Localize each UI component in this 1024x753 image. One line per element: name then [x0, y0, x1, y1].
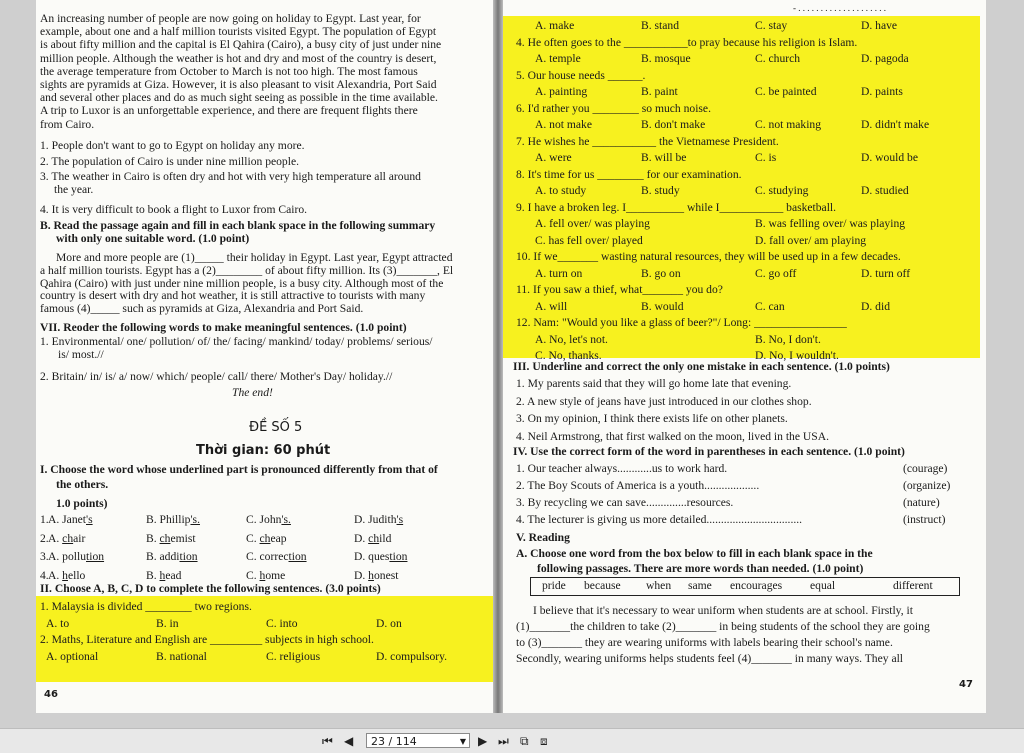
statement-line: 1. People don't want to go to Egypt on holiday any more. — [40, 139, 305, 152]
section-iv-heading: IV. Use the correct form of the word in parentheses in each sentence. (1.0 point) — [513, 445, 905, 458]
first-page-icon[interactable]: ⏮ — [322, 734, 333, 748]
mistake-line: 4. Neil Armstrong, that first walked on the moon, lived in the USA. — [516, 429, 829, 443]
reading-line: I believe that it's necessary to wear uniform when students are at school. Firstly, it — [533, 604, 913, 617]
option: B. paint — [641, 85, 678, 98]
option: D. didn't make — [861, 118, 930, 131]
option: A. turn on — [535, 266, 583, 280]
wordform-line: 3. By recycling we can save..............resources. — [516, 496, 734, 509]
option: B. mosque — [641, 52, 691, 65]
pron-part: h — [159, 568, 166, 582]
option: A. make — [535, 19, 575, 32]
pron-part: ch — [368, 531, 380, 545]
option: C. has fell over/ played — [535, 233, 643, 247]
section-iii-heading: III. Underline and correct the only one mistake in each sentence. (1.0 points) — [513, 360, 890, 373]
option: A. temple — [535, 52, 581, 65]
summary-line: Qahira (Cairo) with just under nine million people, is a busy city. Although most of the — [40, 276, 444, 290]
pron-option — [246, 532, 287, 545]
section-va-heading: A. Choose one word from the box below to fill in each blank space in the — [516, 547, 873, 560]
option: A. not make — [535, 118, 592, 131]
pron-option — [48, 532, 85, 545]
pron-part: B. Phillip — [146, 513, 191, 526]
pron-option — [146, 550, 198, 563]
exam-time: Thời gian: 60 phút — [196, 443, 331, 458]
pron-part: D. Judith — [354, 513, 397, 526]
page-selector[interactable] — [366, 733, 470, 748]
option: C. church — [755, 52, 801, 65]
section-b-heading: with only one suitable word. (1.0 point) — [56, 232, 250, 245]
last-page-icon[interactable]: ⏭ — [498, 734, 509, 748]
option: A. painting — [535, 85, 588, 98]
option: D. turn off — [861, 266, 911, 280]
option: D. fall over/ am playing — [755, 233, 867, 247]
next-page-icon[interactable]: ▶ — [478, 734, 488, 748]
word-box-item: because — [584, 579, 621, 592]
pron-part: 's. — [190, 513, 200, 526]
summary-line: a half million tourists. Egypt has a (2)________ of about fifty million. Its (3)_______, El — [40, 263, 454, 277]
pron-option — [354, 513, 403, 526]
option: C. can — [755, 299, 785, 313]
exam-title: ĐỀ SỐ 5 — [249, 420, 303, 435]
option: A. optional — [46, 650, 99, 663]
option: A. to — [46, 617, 70, 630]
word-box-item: pride — [542, 579, 566, 592]
reorder-line: is/ most.// — [58, 348, 104, 361]
option: C. religious — [266, 650, 321, 663]
summary-line: country is desert with dry and hot weather, it is still attractive to tourists with many — [40, 289, 426, 303]
option: D. studied — [861, 184, 909, 197]
option: B. go on — [641, 266, 681, 280]
pron-option — [354, 532, 391, 545]
question-line: 1. Malaysia is divided ________ two regions. — [40, 600, 252, 613]
option: D. have — [861, 19, 898, 32]
pron-part: ild — [379, 531, 392, 545]
pron-part: ch — [62, 531, 74, 545]
question-line: 6. I'd rather you ________ so much noise. — [516, 101, 711, 115]
section-i-heading: I. Choose the word whose underlined part is pronounced differently from that of — [40, 463, 438, 476]
option: A. were — [535, 151, 572, 164]
section-v-heading: V. Reading — [516, 531, 570, 544]
section-i-heading: 1.0 points) — [56, 497, 108, 510]
question-line: 12. Nam: "Would you like a glass of beer?"/ Long: ________________ — [516, 316, 847, 329]
passage-line: the average temperature from October to March is not too high. The most famous — [40, 64, 418, 78]
option: C. stay — [755, 19, 788, 32]
pron-part: onest — [373, 568, 399, 582]
question-line: 8. It's time for us ________ for our examination. — [516, 167, 742, 181]
section-va-heading: following passages. There are more words than needed. (1.0 point) — [537, 562, 864, 575]
option: D. would be — [861, 151, 918, 164]
option: B. in — [156, 617, 179, 630]
option: B. would — [641, 299, 684, 313]
question-line: 11. If you saw a thief, what_______ you do? — [516, 283, 723, 296]
word-box-item: when — [646, 579, 672, 592]
summary-line: famous (4)_____ such as pyramids at Giza, Alexandria and Port Said. — [40, 302, 364, 316]
wordform-line: 2. The Boy Scouts of America is a youth................... — [516, 479, 760, 492]
pron-part: B. — [146, 531, 160, 545]
pron-part: h — [259, 568, 266, 582]
pron-part: 's. — [281, 513, 291, 526]
option: B. study — [641, 184, 680, 197]
section-i-heading: the others. — [56, 478, 109, 491]
pron-part: ch — [159, 531, 171, 545]
pron-number: 2. — [40, 531, 49, 545]
mistake-line: 2. A new style of jeans have just introduced in our clothes shop. — [516, 394, 812, 408]
copy-view-icon[interactable]: ⧉ — [520, 734, 529, 748]
question-line: 4. He often goes to the ___________to pray because his religion is Islam. — [516, 35, 858, 49]
word-box-item: encourages — [730, 579, 783, 592]
pron-option — [246, 550, 307, 563]
pron-part: 's — [396, 513, 404, 526]
pron-part: ello — [67, 568, 86, 582]
prev-page-icon[interactable]: ◀ — [344, 734, 354, 748]
option: B. stand — [641, 19, 680, 32]
option: B. national — [156, 650, 207, 663]
pron-number: 3. — [40, 550, 49, 563]
option: A. to study — [535, 184, 587, 197]
pron-part: A. pollu — [48, 550, 87, 563]
pron-option — [354, 550, 407, 563]
pron-part: tion — [86, 550, 105, 563]
question-line: 2. Maths, Literature and English are _________ subjects in high school. — [40, 633, 374, 646]
option: C. into — [266, 617, 298, 630]
reading-line: Secondly, wearing uniforms helps students feel (4)_______ in many ways. They all — [516, 652, 904, 665]
pron-option — [146, 513, 200, 526]
option: C. is — [755, 151, 777, 164]
option: D. compulsory. — [376, 650, 448, 663]
passage-line: example, about one and a half million tourists visited Egypt. The population of Egypt — [40, 25, 437, 39]
pron-part: B. addi — [146, 550, 180, 563]
option: C. No, thanks. — [535, 349, 602, 362]
pron-part: ead — [165, 568, 182, 582]
pron-option — [48, 550, 104, 563]
page-selector-value: 23 / 114 — [371, 735, 417, 748]
pron-option — [146, 532, 196, 545]
option: B. was felling over/ was playing — [755, 217, 906, 230]
option: A. will — [535, 299, 568, 313]
pron-part: tion — [389, 550, 408, 563]
pron-option — [48, 513, 93, 526]
passage-line: and several other places and do as much sight seeing as possible in the time available. — [40, 91, 438, 105]
passage-line: A trip to Luxor is an unforgettable experience, and there are frequent flights there — [40, 104, 418, 118]
pron-part: tion — [288, 550, 307, 563]
pron-number: 4. — [40, 568, 49, 582]
pron-option — [246, 513, 291, 526]
option: C. studying — [755, 184, 809, 197]
page-gutter — [493, 0, 503, 713]
section-ii-heading: II. Choose A, B, C, D to complete the following sentences. (3.0 points) — [40, 582, 381, 595]
statement-line: 2. The population of Cairo is under nine million people. — [40, 155, 299, 168]
wordform-hint: (instruct) — [903, 513, 946, 526]
option: B. will be — [641, 151, 687, 164]
option: D. on — [376, 617, 402, 630]
pron-part: emist — [170, 531, 196, 545]
option: B. No, I don't. — [755, 332, 821, 346]
option: D. pagoda — [861, 52, 909, 65]
passage-line: from Cairo. — [40, 117, 95, 131]
wordform-line: 4. The lecturer is giving us more detailed................................. — [516, 513, 803, 526]
section-vii-heading: VII. Reoder the following words to make meaningful sentences. (1.0 point) — [40, 321, 407, 334]
wordform-hint: (organize) — [903, 479, 951, 492]
pron-part: ome — [265, 568, 286, 582]
statement-line: 4. It is very difficult to book a flight to Luxor from Cairo. — [40, 203, 308, 216]
passage-line: sights are pyramids at Giza. However, it is also pleasant to visit Alexandria, Port Said — [40, 78, 437, 91]
pron-part: A. Janet — [48, 513, 86, 526]
option: B. don't make — [641, 118, 706, 131]
page-number-47: 47 — [959, 679, 973, 690]
option: C. not making — [755, 118, 822, 131]
pron-part: ch — [259, 531, 271, 545]
wordform-line: 1. Our teacher always............us to work hard. — [516, 462, 728, 475]
passage-line: is about fifty million and the capital is El Qahira (Cairo), a busy city of just under nine — [40, 38, 442, 52]
option: A. No, let's not. — [535, 332, 608, 346]
pron-part: eap — [270, 531, 287, 545]
pron-part: C. correc — [246, 550, 289, 563]
reading-line: (1)_______the children to take (2)_______ in being students of the school they are going — [516, 620, 930, 633]
fit-page-icon[interactable]: ⧈ — [540, 734, 548, 748]
pron-part: tion — [179, 550, 198, 563]
passage-line: An increasing number of people are now going on holiday to Egypt. Last year, for — [40, 12, 421, 25]
option: A. fell over/ was playing — [535, 217, 650, 230]
pron-part: A. — [48, 568, 63, 582]
pron-part: h — [368, 568, 374, 582]
chevron-down-icon: ▼ — [459, 737, 466, 746]
the-end: The end! — [232, 386, 273, 399]
page-number-46: 46 — [44, 689, 58, 700]
pron-part: A. — [48, 531, 63, 545]
pron-part: D. — [354, 568, 369, 582]
pron-option — [48, 569, 85, 582]
top-cut-text: - . . . . . . . . . . . . . . . . . . . . — [793, 3, 886, 13]
word-box-item: equal — [810, 579, 836, 592]
page-46 — [36, 0, 493, 713]
question-line: 9. I have a broken leg. I__________ while I___________ basketball. — [516, 200, 837, 214]
word-box-item: same — [688, 579, 712, 592]
page-47 — [503, 0, 986, 713]
option: D. paints — [861, 85, 903, 98]
question-line: 10. If we_______ wasting natural resources, they will be used up in a few decades. — [516, 250, 901, 263]
question-line: 5. Our house needs ______. — [516, 68, 646, 82]
pron-option — [354, 569, 398, 582]
pron-part: air — [73, 531, 86, 545]
pron-part: D. — [354, 531, 369, 545]
option: D. did — [861, 299, 890, 313]
pron-part: C. — [246, 568, 260, 582]
section-b-heading: B. Read the passage again and fill in each blank space in the following summary — [40, 219, 436, 232]
reorder-line: 2. Britain/ in/ is/ a/ now/ which/ people/ call/ there/ Mother's Day/ holiday.// — [40, 370, 393, 383]
summary-line: More and more people are (1)_____ their holiday in Egypt. Last year, Egypt attracted — [56, 251, 453, 264]
pron-option — [246, 569, 285, 582]
mistake-line: 3. On my opinion, I think there exists life on other planets. — [516, 412, 788, 425]
reorder-line: 1. Environmental/ one/ pollution/ of/ the/ facing/ mankind/ today/ problems/ serious/ — [40, 335, 433, 348]
viewer-toolbar — [0, 728, 1024, 753]
pron-number: 1. — [40, 513, 49, 526]
pron-part: C. John — [246, 513, 282, 526]
wordform-hint: (nature) — [903, 496, 940, 509]
pron-part: C. — [246, 531, 260, 545]
option: D. No, I wouldn't. — [755, 349, 839, 362]
pron-part: 's — [86, 513, 93, 526]
wordform-hint: (courage) — [903, 462, 948, 475]
passage-line: million people. Although the weather is hot and dry and most of the country is desert, — [40, 51, 437, 65]
option: C. be painted — [755, 85, 817, 98]
pron-part: B. — [146, 568, 160, 582]
reading-line: to (3)_______ they are wearing uniforms with labels bearing their school's name. — [516, 636, 893, 649]
option: C. go off — [755, 266, 797, 280]
statement-line: 3. The weather in Cairo is often dry and hot with very high temperature all around — [40, 170, 421, 183]
question-line: 7. He wishes he ___________ the Vietnamese President. — [516, 134, 779, 148]
pron-part: D. ques — [354, 550, 390, 563]
word-box-item: different — [893, 579, 933, 592]
statement-line: the year. — [54, 183, 94, 196]
mistake-line: 1. My parents said that they will go home late that evening. — [516, 377, 792, 390]
pron-part: h — [62, 568, 68, 582]
pron-option — [146, 569, 181, 582]
